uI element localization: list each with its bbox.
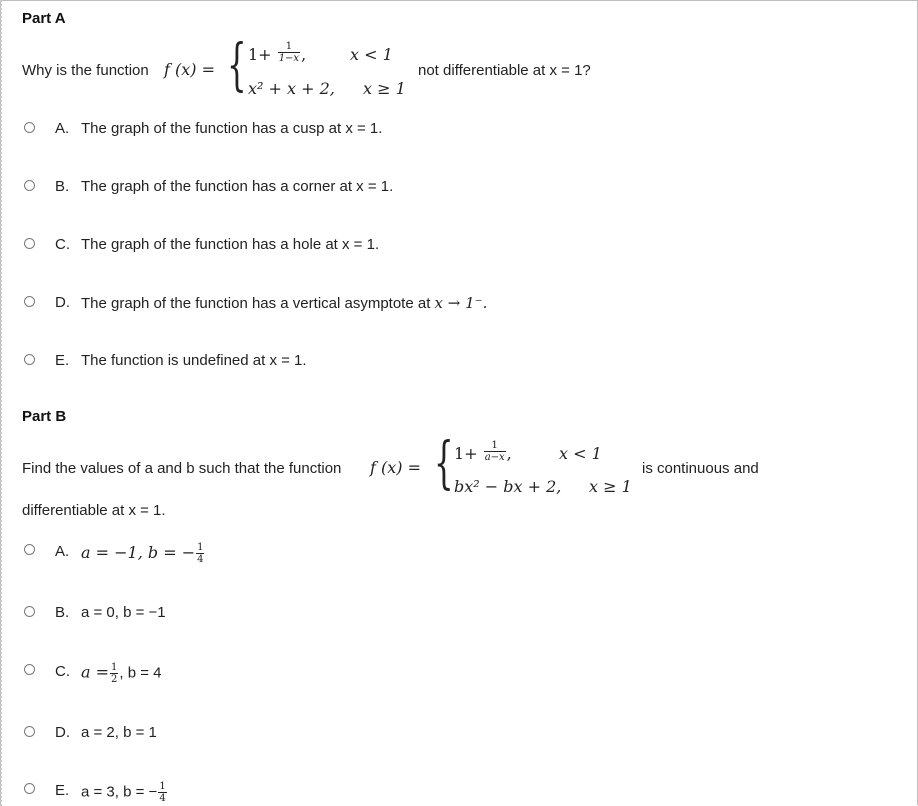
option-letter: B. [55,178,70,195]
fraction-numerator: 1 [484,440,506,452]
option-text: a = 2, b = 1 [81,724,157,741]
piece1-condition: x < 1 [559,444,602,463]
radio-button[interactable] [24,238,35,249]
question-suffix: not differentiable at x = 1? [418,62,591,79]
option-text [81,542,205,565]
part-b-question-line2: differentiable at x = 1. [22,502,166,519]
option-letter: A. [55,543,70,560]
option-text: a = 0, b = −1 [81,604,166,621]
fraction-numerator: 1 [197,542,204,553]
option-letter: B. [55,604,70,621]
function-name: f (x) = [370,458,422,477]
radio-button[interactable] [24,726,35,737]
radio-button[interactable] [24,296,35,307]
piece1-comma: , [506,444,512,463]
option-text: The graph of the function has a hole at x = 1. [81,236,380,253]
option-text: The graph of the function has a cusp at x = 1. [81,120,383,137]
option-letter: E. [55,782,70,799]
left-brace-icon: { [227,33,247,98]
radio-button[interactable] [24,180,35,191]
fraction-denominator: 1−x [278,53,300,64]
part-b-question [22,431,912,500]
option-a-part: a = 3, b = − [81,783,158,801]
part-b-heading: Part B [22,408,67,425]
piece1 [248,41,307,67]
part-b-option-c[interactable] [0,660,900,688]
part-a-option-c[interactable] [0,236,900,256]
option-fraction [158,781,166,804]
piece1-fraction [278,41,300,64]
part-b-option-b[interactable] [0,604,900,624]
option-letter: D. [55,294,70,311]
radio-button[interactable] [24,606,35,617]
question-suffix: is continuous and [642,460,759,477]
piece1-one: 1+ [248,45,272,64]
radio-button[interactable] [24,122,35,133]
radio-button[interactable] [24,664,35,675]
part-a-option-d[interactable] [0,294,900,314]
part-a-question [22,33,912,102]
fraction-denominator: 2 [111,674,118,685]
part-b-option-d[interactable] [0,724,900,744]
option-math: x → 1⁻. [434,294,488,312]
question-prefix: Find the values of a and b such that the function [22,460,342,477]
fraction-numerator: 1 [278,41,300,53]
radio-button[interactable] [24,783,35,794]
piece2-condition: x ≥ 1 [589,477,632,496]
part-b-option-e[interactable] [0,779,900,806]
fraction-denominator: 4 [197,554,204,565]
fraction-numerator: 1 [111,662,118,673]
option-b-part: , b = 4 [119,664,162,682]
function-name: f (x) = [164,60,216,79]
radio-button[interactable] [24,544,35,555]
piece2-expression: x² + x + 2, [248,79,335,98]
option-text [81,662,162,685]
option-letter: C. [55,236,70,253]
option-fraction [196,542,204,565]
fraction-denominator: a−x [484,452,505,463]
fraction-numerator: 1 [159,781,166,792]
option-text [81,294,487,313]
radio-button[interactable] [24,354,35,365]
piece1-one: 1+ [454,444,478,463]
piece1-comma: , [301,45,307,64]
piece2-condition: x ≥ 1 [363,79,406,98]
part-b-option-a[interactable] [0,540,900,568]
option-a-part: a = [81,662,110,682]
option-fraction [110,662,118,685]
option-letter: E. [55,352,70,369]
option-letter: C. [55,663,70,680]
option-text: The function is undefined at x = 1. [81,352,307,369]
option-letter: D. [55,724,70,741]
part-a-heading: Part A [22,10,66,27]
option-a-part: a = −1, b = − [81,543,196,562]
fraction-denominator: 4 [159,793,166,804]
piece1-condition: x < 1 [350,45,393,64]
part-a-option-b[interactable] [0,178,900,198]
left-brace-icon: { [434,431,454,496]
option-text-main: The graph of the function has a vertical asymptote at [81,295,431,312]
question-prefix: Why is the function [22,62,149,79]
part-a-option-e[interactable] [0,352,900,372]
option-text [81,781,168,804]
option-text: The graph of the function has a corner at x = 1. [81,178,394,195]
piece1-fraction [484,440,506,463]
option-letter: A. [55,120,70,137]
piece2-expression: bx² − bx + 2, [454,477,562,496]
piece1 [454,440,512,466]
part-a-option-a[interactable] [0,120,900,140]
